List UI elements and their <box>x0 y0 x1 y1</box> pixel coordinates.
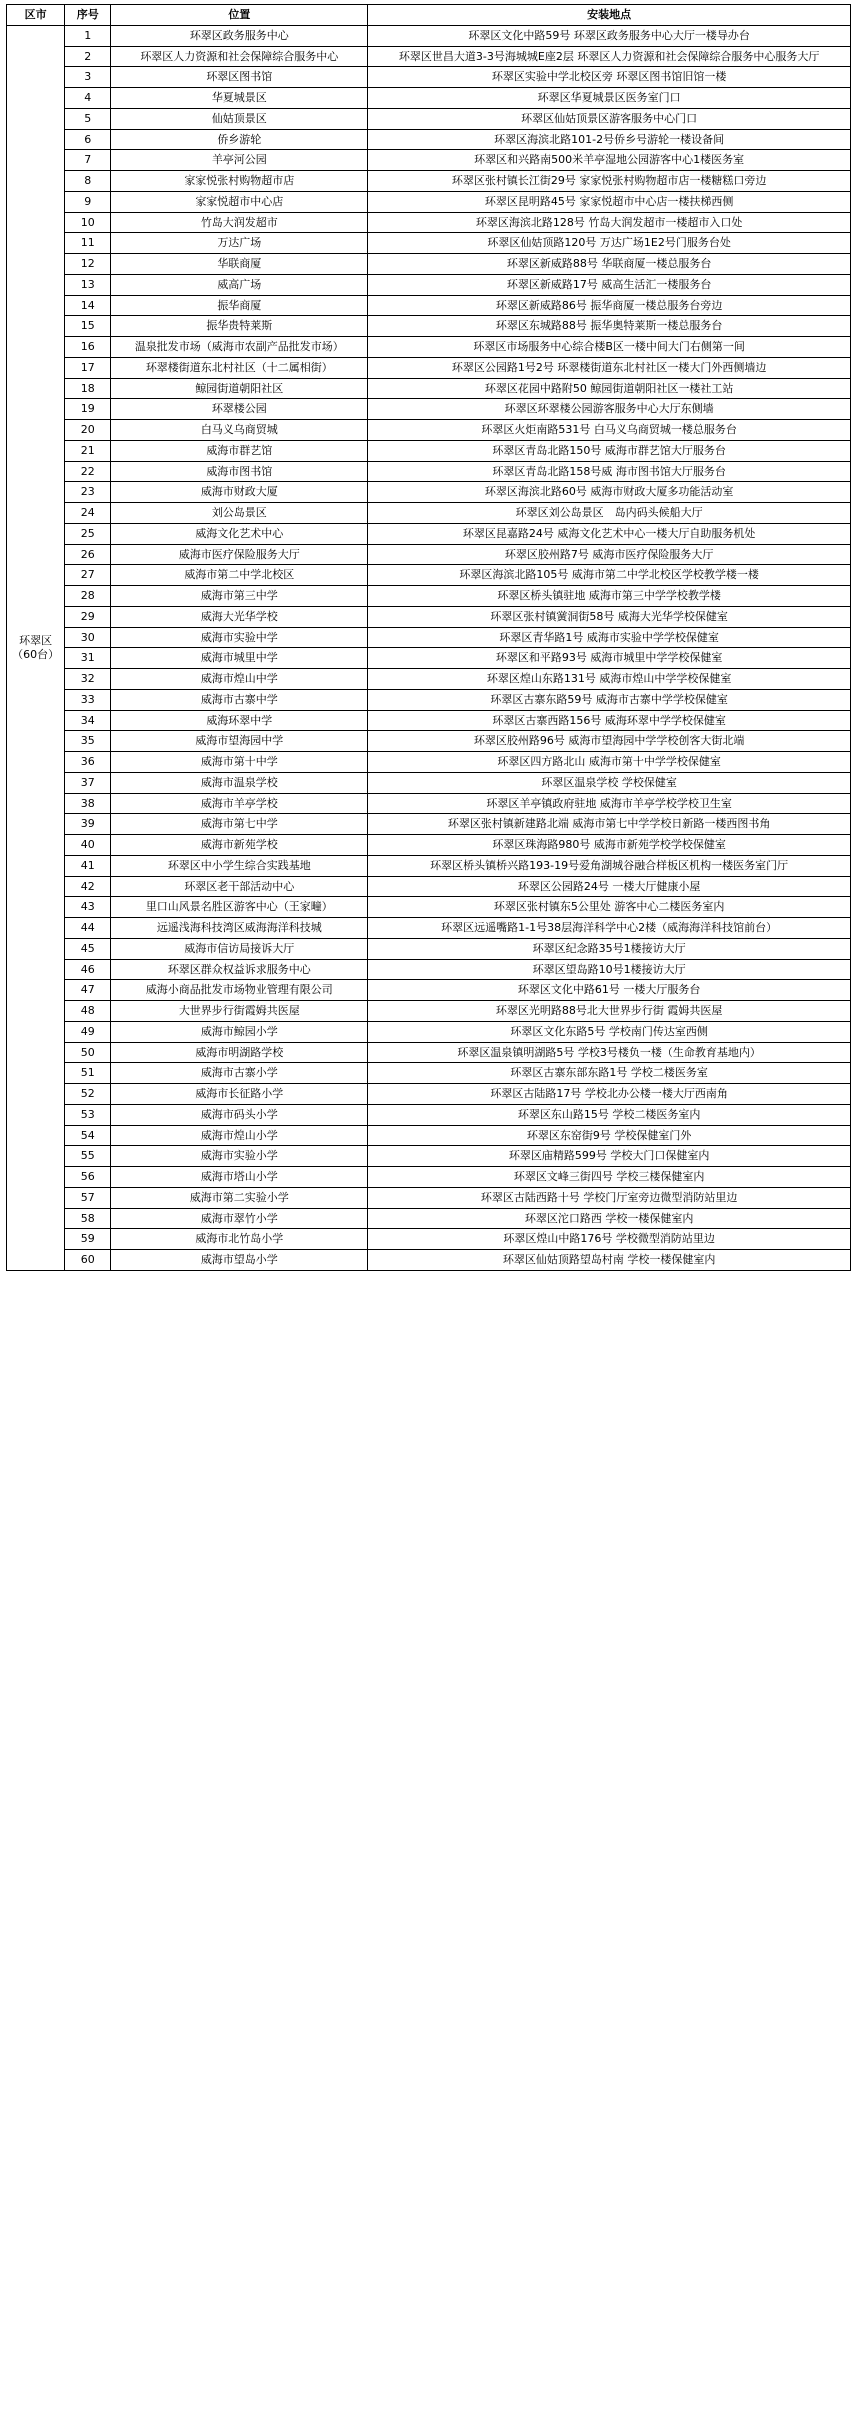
table-row <box>7 1104 851 1125</box>
row-address: 环翠区纪念路35号1楼接访大厅 <box>368 938 851 959</box>
table-row <box>7 191 851 212</box>
row-index: 32 <box>65 669 111 690</box>
row-address: 环翠区东山路15号 学校二楼医务室内 <box>368 1104 851 1125</box>
row-index: 8 <box>65 171 111 192</box>
row-place: 威海市长征路小学 <box>111 1084 368 1105</box>
table-row <box>7 46 851 67</box>
row-place: 威海市北竹岛小学 <box>111 1229 368 1250</box>
row-index: 49 <box>65 1021 111 1042</box>
row-place: 威海市财政大厦 <box>111 482 368 503</box>
row-place: 家家悦超市中心店 <box>111 191 368 212</box>
row-place: 威海市煌山中学 <box>111 669 368 690</box>
row-index: 42 <box>65 876 111 897</box>
row-index: 28 <box>65 586 111 607</box>
row-address: 环翠区温泉镇明湖路5号 学校3号楼负一楼（生命教育基地内） <box>368 1042 851 1063</box>
column-header-region: 区市 <box>7 5 65 26</box>
row-address: 环翠区刘公岛景区 岛内码头候船大厅 <box>368 503 851 524</box>
row-place: 白马义乌商贸城 <box>111 420 368 441</box>
row-place: 威海市塔山小学 <box>111 1167 368 1188</box>
table-row <box>7 440 851 461</box>
column-header-address: 安装地点 <box>368 5 851 26</box>
row-index: 35 <box>65 731 111 752</box>
row-index: 34 <box>65 710 111 731</box>
row-place: 威海市第二实验小学 <box>111 1187 368 1208</box>
row-index: 1 <box>65 25 111 46</box>
table-row <box>7 378 851 399</box>
row-index: 29 <box>65 606 111 627</box>
row-address: 环翠区环翠楼公园游客服务中心大厅东侧墙 <box>368 399 851 420</box>
row-index: 31 <box>65 648 111 669</box>
row-index: 21 <box>65 440 111 461</box>
row-index: 60 <box>65 1250 111 1271</box>
row-index: 13 <box>65 274 111 295</box>
row-place: 威海环翠中学 <box>111 710 368 731</box>
row-index: 38 <box>65 793 111 814</box>
table-row <box>7 254 851 275</box>
table-row <box>7 1250 851 1271</box>
table-row <box>7 565 851 586</box>
table-row <box>7 1001 851 1022</box>
row-index: 6 <box>65 129 111 150</box>
row-address: 环翠区沱口路西 学校一楼保健室内 <box>368 1208 851 1229</box>
row-index: 51 <box>65 1063 111 1084</box>
row-address: 环翠区东窑街9号 学校保健室门外 <box>368 1125 851 1146</box>
table-row <box>7 1042 851 1063</box>
row-address: 环翠区市场服务中心综合楼B区一楼中间大门右侧第一间 <box>368 337 851 358</box>
row-index: 2 <box>65 46 111 67</box>
row-index: 45 <box>65 938 111 959</box>
row-place: 仙姑顶景区 <box>111 108 368 129</box>
row-index: 36 <box>65 752 111 773</box>
row-place: 家家悦张村购物超市店 <box>111 171 368 192</box>
row-place: 威海市第二中学北校区 <box>111 565 368 586</box>
row-place: 威海市温泉学校 <box>111 772 368 793</box>
row-index: 39 <box>65 814 111 835</box>
table-row <box>7 88 851 109</box>
table-row <box>7 25 851 46</box>
row-address: 环翠区张村镇新建路北端 威海市第七中学学校日新路一楼西图书角 <box>368 814 851 835</box>
row-place: 威海市明湖路学校 <box>111 1042 368 1063</box>
table-row <box>7 606 851 627</box>
table-row <box>7 316 851 337</box>
column-header-place: 位置 <box>111 5 368 26</box>
row-address: 环翠区古陆路17号 学校北办公楼一楼大厅西南角 <box>368 1084 851 1105</box>
column-header-index: 序号 <box>65 5 111 26</box>
row-place: 威海市翠竹小学 <box>111 1208 368 1229</box>
row-index: 23 <box>65 482 111 503</box>
table-row <box>7 482 851 503</box>
row-place: 威海市鲸园小学 <box>111 1021 368 1042</box>
table-row <box>7 627 851 648</box>
table-row <box>7 67 851 88</box>
row-index: 15 <box>65 316 111 337</box>
table-row <box>7 897 851 918</box>
region-cell <box>7 25 65 1270</box>
row-index: 58 <box>65 1208 111 1229</box>
row-address: 环翠区古寨东路59号 威海市古寨中学学校保健室 <box>368 689 851 710</box>
table-row <box>7 274 851 295</box>
table-row <box>7 689 851 710</box>
row-place: 环翠区群众权益诉求服务中心 <box>111 959 368 980</box>
row-place: 威海大光华学校 <box>111 606 368 627</box>
table-row <box>7 171 851 192</box>
row-index: 56 <box>65 1167 111 1188</box>
table-row <box>7 108 851 129</box>
row-place: 华联商厦 <box>111 254 368 275</box>
row-place: 刘公岛景区 <box>111 503 368 524</box>
table-row <box>7 710 851 731</box>
table-row <box>7 1229 851 1250</box>
row-index: 3 <box>65 67 111 88</box>
table-row <box>7 648 851 669</box>
row-index: 18 <box>65 378 111 399</box>
table-row <box>7 357 851 378</box>
row-address: 环翠区桥头镇驻地 威海市第三中学学校教学楼 <box>368 586 851 607</box>
row-address: 环翠区望岛路10号1楼接访大厅 <box>368 959 851 980</box>
row-place: 威海市信访局接诉大厅 <box>111 938 368 959</box>
row-address: 环翠区新威路86号 振华商厦一楼总服务台旁边 <box>368 295 851 316</box>
table-row <box>7 586 851 607</box>
row-index: 25 <box>65 523 111 544</box>
row-index: 50 <box>65 1042 111 1063</box>
row-index: 40 <box>65 835 111 856</box>
row-place: 威海市图书馆 <box>111 461 368 482</box>
row-address: 环翠区火炬南路531号 白马义乌商贸城一楼总服务台 <box>368 420 851 441</box>
table-row <box>7 233 851 254</box>
row-address: 环翠区公园路24号 一楼大厅健康小屋 <box>368 876 851 897</box>
table-row <box>7 918 851 939</box>
row-place: 威海市实验小学 <box>111 1146 368 1167</box>
row-address: 环翠区仙姑顶路120号 万达广场1E2号门服务台处 <box>368 233 851 254</box>
row-index: 12 <box>65 254 111 275</box>
row-address: 环翠区仙姑顶路望岛村南 学校一楼保健室内 <box>368 1250 851 1271</box>
row-address: 环翠区胶州路7号 威海市医疗保险服务大厅 <box>368 544 851 565</box>
row-address: 环翠区张村镇黉洞街58号 威海大光华学校保健室 <box>368 606 851 627</box>
row-index: 37 <box>65 772 111 793</box>
table-row <box>7 793 851 814</box>
row-place: 威海市古寨小学 <box>111 1063 368 1084</box>
row-place: 威海市新苑学校 <box>111 835 368 856</box>
table-row <box>7 150 851 171</box>
table-body <box>7 25 851 1270</box>
row-address: 环翠区华夏城景区医务室门口 <box>368 88 851 109</box>
row-address: 环翠区张村镇东5公里处 游客中心二楼医务室内 <box>368 897 851 918</box>
row-address: 环翠区新威路88号 华联商厦一楼总服务台 <box>368 254 851 275</box>
table-row <box>7 503 851 524</box>
table-row <box>7 523 851 544</box>
aed-location-table <box>6 4 851 1271</box>
row-index: 46 <box>65 959 111 980</box>
row-index: 14 <box>65 295 111 316</box>
row-place: 威海市码头小学 <box>111 1104 368 1125</box>
row-address: 环翠区远遥嘴路1-1号38层海洋科学中心2楼（威海海洋科技馆前台） <box>368 918 851 939</box>
row-place: 威海市羊亭学校 <box>111 793 368 814</box>
row-address: 环翠区青岛北路150号 威海市群艺馆大厅服务台 <box>368 440 851 461</box>
row-index: 59 <box>65 1229 111 1250</box>
row-index: 47 <box>65 980 111 1001</box>
row-index: 16 <box>65 337 111 358</box>
row-place: 环翠区人力资源和社会保障综合服务中心 <box>111 46 368 67</box>
row-address: 环翠区胶州路96号 威海市望海园中学学校创客大街北端 <box>368 731 851 752</box>
row-index: 17 <box>65 357 111 378</box>
table-row <box>7 337 851 358</box>
row-place: 竹岛大润发超市 <box>111 212 368 233</box>
row-place: 羊亭河公园 <box>111 150 368 171</box>
row-place: 威海市医疗保险服务大厅 <box>111 544 368 565</box>
row-place: 威海市望岛小学 <box>111 1250 368 1271</box>
table-row <box>7 1208 851 1229</box>
row-place: 环翠楼街道东北村社区（十二属相街） <box>111 357 368 378</box>
row-index: 7 <box>65 150 111 171</box>
row-place: 威海市古寨中学 <box>111 689 368 710</box>
row-place: 华夏城景区 <box>111 88 368 109</box>
row-index: 54 <box>65 1125 111 1146</box>
row-place: 环翠区图书馆 <box>111 67 368 88</box>
row-index: 26 <box>65 544 111 565</box>
row-address: 环翠区古寨东部东路1号 学校二楼医务室 <box>368 1063 851 1084</box>
row-address: 环翠区世昌大道3-3号海城城E座2层 环翠区人力资源和社会保障综合服务中心服务大厅 <box>368 46 851 67</box>
row-address: 环翠区仙姑顶景区游客服务中心门口 <box>368 108 851 129</box>
row-address: 环翠区昆明路45号 家家悦超市中心店一楼扶梯西侧 <box>368 191 851 212</box>
table-row <box>7 814 851 835</box>
row-place: 鲸园街道朝阳社区 <box>111 378 368 399</box>
row-place: 威高广场 <box>111 274 368 295</box>
row-address: 环翠区和兴路南500米羊亭湿地公园游客中心1楼医务室 <box>368 150 851 171</box>
row-index: 57 <box>65 1187 111 1208</box>
row-place: 环翠区中小学生综合实践基地 <box>111 855 368 876</box>
table-row <box>7 420 851 441</box>
row-index: 24 <box>65 503 111 524</box>
row-index: 52 <box>65 1084 111 1105</box>
row-index: 27 <box>65 565 111 586</box>
row-address: 环翠区海滨北路105号 威海市第二中学北校区学校教学楼一楼 <box>368 565 851 586</box>
row-place: 威海市望海园中学 <box>111 731 368 752</box>
table-row <box>7 980 851 1001</box>
row-address: 环翠区文峰三街四号 学校三楼保健室内 <box>368 1167 851 1188</box>
row-place: 万达广场 <box>111 233 368 254</box>
table-row <box>7 1084 851 1105</box>
row-address: 环翠区煌山中路176号 学校微型消防站里边 <box>368 1229 851 1250</box>
table-header-row <box>7 5 851 26</box>
table-row <box>7 876 851 897</box>
row-place: 威海市第七中学 <box>111 814 368 835</box>
row-address: 环翠区海滨北路128号 竹岛大润发超市一楼超市入口处 <box>368 212 851 233</box>
row-address: 环翠区煌山东路131号 威海市煌山中学学校保健室 <box>368 669 851 690</box>
row-address: 环翠区海滨北路101-2号侨乡号游轮一楼设备间 <box>368 129 851 150</box>
row-address: 环翠区东城路88号 振华奥特莱斯一楼总服务台 <box>368 316 851 337</box>
row-index: 44 <box>65 918 111 939</box>
row-address: 环翠区文化东路5号 学校南门传达室西侧 <box>368 1021 851 1042</box>
row-index: 10 <box>65 212 111 233</box>
row-address: 环翠区桥头镇桥兴路193-19号爱角湖城谷融合样板区机构一楼医务室门厅 <box>368 855 851 876</box>
row-index: 5 <box>65 108 111 129</box>
table-row <box>7 461 851 482</box>
table-row <box>7 212 851 233</box>
row-place: 威海市第十中学 <box>111 752 368 773</box>
row-index: 48 <box>65 1001 111 1022</box>
row-address: 环翠区青岛北路158号威 海市图书馆大厅服务台 <box>368 461 851 482</box>
row-index: 19 <box>65 399 111 420</box>
row-place: 环翠楼公园 <box>111 399 368 420</box>
row-address: 环翠区光明路88号北大世界步行街 霞姆共医屋 <box>368 1001 851 1022</box>
table-row <box>7 1146 851 1167</box>
region-count: （60台） <box>12 647 60 661</box>
row-index: 43 <box>65 897 111 918</box>
table-row <box>7 855 851 876</box>
row-index: 20 <box>65 420 111 441</box>
table-row <box>7 129 851 150</box>
table-row <box>7 752 851 773</box>
region-name: 环翠区 <box>19 634 53 647</box>
row-index: 4 <box>65 88 111 109</box>
row-place: 振华贵特莱斯 <box>111 316 368 337</box>
row-place: 远遥浅海科技湾区威海海洋科技城 <box>111 918 368 939</box>
table-row <box>7 1167 851 1188</box>
row-address: 环翠区张村镇长江街29号 家家悦张村购物超市店一楼糖糕口旁边 <box>368 171 851 192</box>
row-place: 侨乡游轮 <box>111 129 368 150</box>
row-place: 威海小商品批发市场物业管理有限公司 <box>111 980 368 1001</box>
row-address: 环翠区海滨北路60号 威海市财政大厦多功能活动室 <box>368 482 851 503</box>
row-index: 53 <box>65 1104 111 1125</box>
row-address: 环翠区花园中路附50 鲸园街道朝阳社区一楼社工站 <box>368 378 851 399</box>
row-index: 33 <box>65 689 111 710</box>
table-row <box>7 1187 851 1208</box>
table-row <box>7 1063 851 1084</box>
row-address: 环翠区和平路93号 威海市城里中学学校保健室 <box>368 648 851 669</box>
row-address: 环翠区温泉学校 学校保健室 <box>368 772 851 793</box>
row-place: 里口山风景名胜区游客中心（王家疃） <box>111 897 368 918</box>
row-place: 环翠区政务服务中心 <box>111 25 368 46</box>
table-row <box>7 295 851 316</box>
row-address: 环翠区四方路北山 威海市第十中学学校保健室 <box>368 752 851 773</box>
row-place: 威海市第三中学 <box>111 586 368 607</box>
table-row <box>7 544 851 565</box>
row-index: 11 <box>65 233 111 254</box>
row-index: 22 <box>65 461 111 482</box>
row-address: 环翠区公园路1号2号 环翠楼街道东北村社区一楼大门外西侧墙边 <box>368 357 851 378</box>
table-header <box>7 5 851 26</box>
row-address: 环翠区文化中路61号 一楼大厅服务台 <box>368 980 851 1001</box>
row-address: 环翠区羊亭镇政府驻地 威海市羊亭学校学校卫生室 <box>368 793 851 814</box>
row-address: 环翠区文化中路59号 环翠区政务服务中心大厅一楼导办台 <box>368 25 851 46</box>
table-row <box>7 669 851 690</box>
row-index: 30 <box>65 627 111 648</box>
row-address: 环翠区实验中学北校区旁 环翠区图书馆旧馆一楼 <box>368 67 851 88</box>
table-row <box>7 1125 851 1146</box>
row-address: 环翠区珠海路980号 威海市新苑学校学校保健室 <box>368 835 851 856</box>
table-row <box>7 1021 851 1042</box>
table-row <box>7 959 851 980</box>
row-place: 威海市煌山小学 <box>111 1125 368 1146</box>
row-place: 大世界步行街霞姆共医屋 <box>111 1001 368 1022</box>
row-place: 威海市实验中学 <box>111 627 368 648</box>
row-place: 威海市群艺馆 <box>111 440 368 461</box>
row-place: 振华商厦 <box>111 295 368 316</box>
row-address: 环翠区古陆西路十号 学校门厅室旁边微型消防站里边 <box>368 1187 851 1208</box>
row-index: 41 <box>65 855 111 876</box>
table-row <box>7 772 851 793</box>
row-address: 环翠区青华路1号 威海市实验中学学校保健室 <box>368 627 851 648</box>
row-place: 温泉批发市场（威海市农副产品批发市场） <box>111 337 368 358</box>
row-place: 威海文化艺术中心 <box>111 523 368 544</box>
table-row <box>7 938 851 959</box>
row-address: 环翠区昆嘉路24号 威海文化艺术中心一楼大厅自助服务机处 <box>368 523 851 544</box>
row-address: 环翠区新威路17号 威高生活汇一楼服务台 <box>368 274 851 295</box>
row-index: 9 <box>65 191 111 212</box>
table-row <box>7 399 851 420</box>
row-place: 威海市城里中学 <box>111 648 368 669</box>
row-place: 环翠区老干部活动中心 <box>111 876 368 897</box>
row-index: 55 <box>65 1146 111 1167</box>
row-address: 环翠区古寨西路156号 威海环翠中学学校保健室 <box>368 710 851 731</box>
table-row <box>7 731 851 752</box>
row-address: 环翠区庙精路599号 学校大门口保健室内 <box>368 1146 851 1167</box>
table-row <box>7 835 851 856</box>
